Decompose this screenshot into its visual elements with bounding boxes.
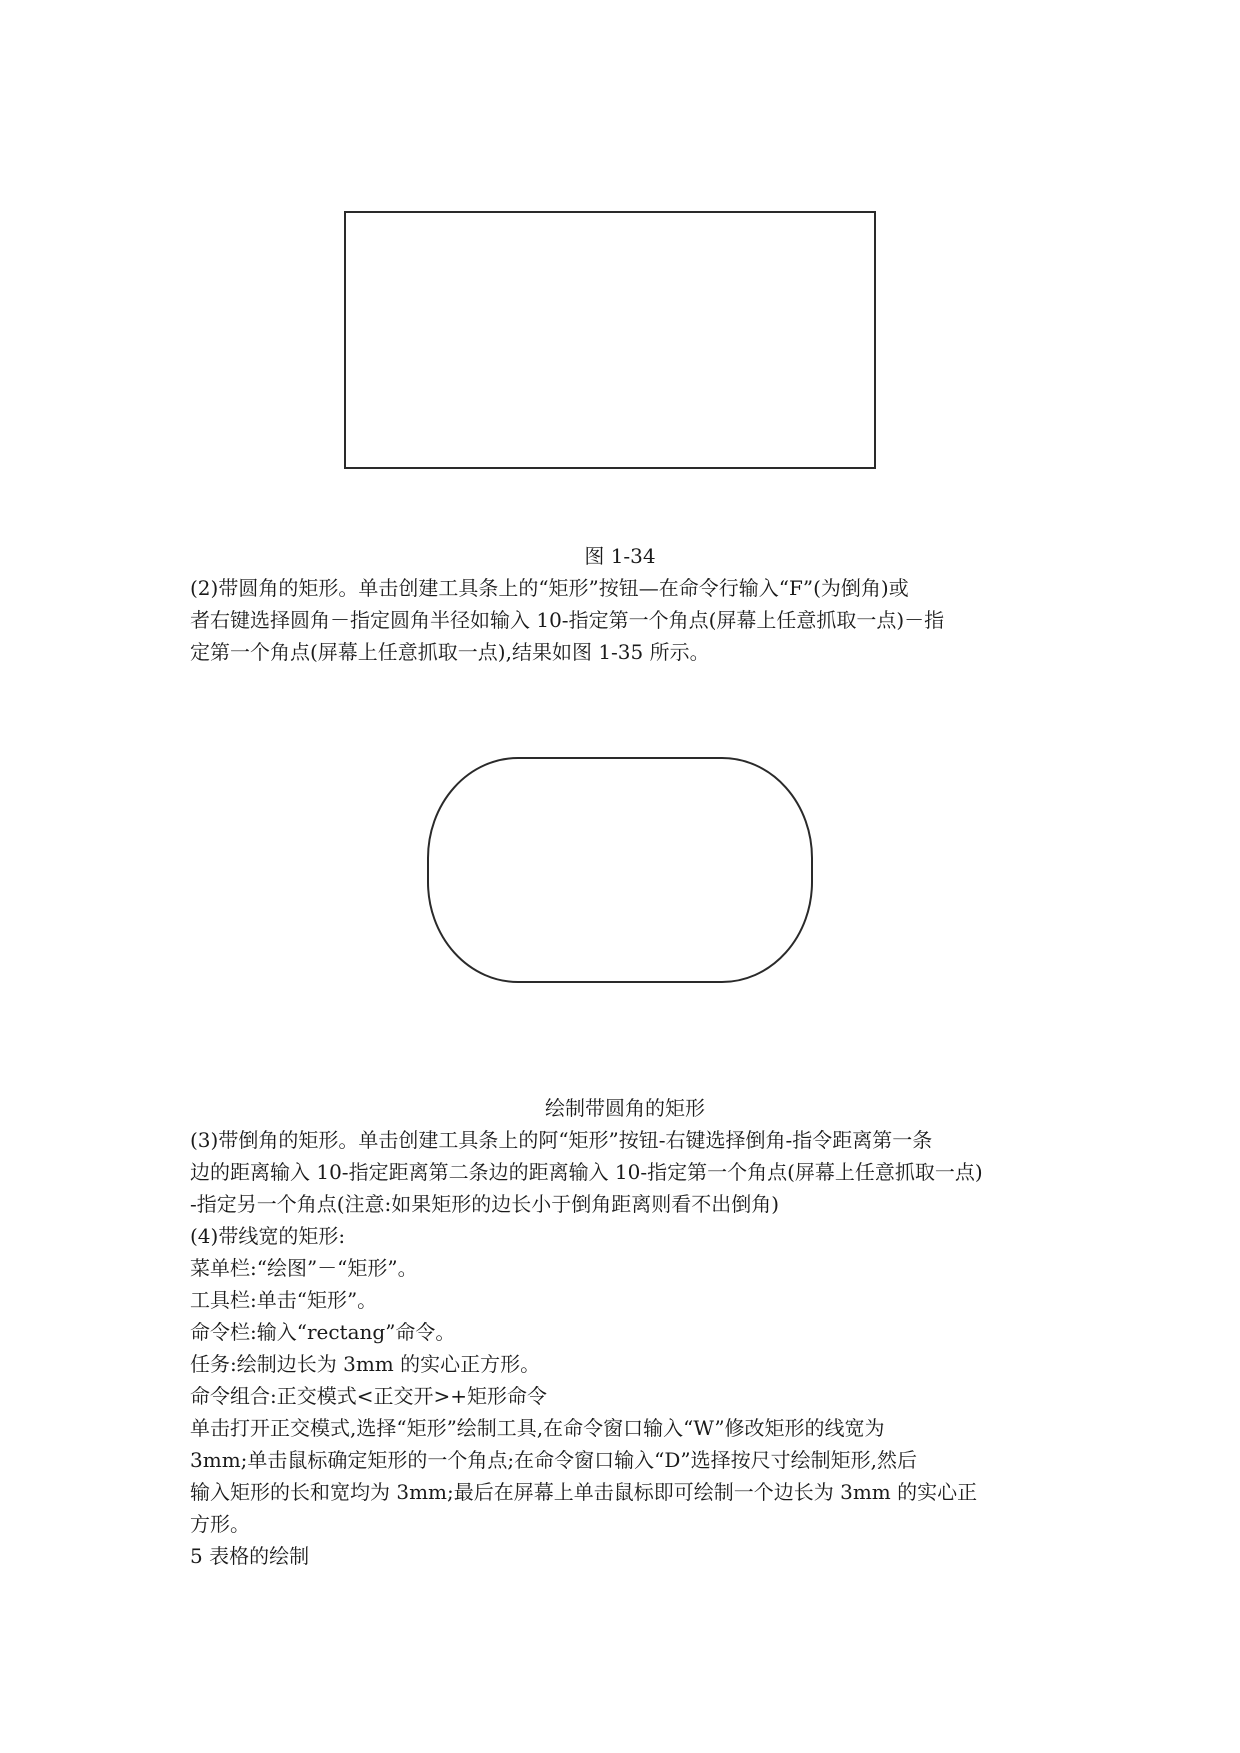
figure-caption-rounded: 绘制带圆角的矩形 xyxy=(545,1096,705,1120)
text-line: 定第一个角点(屏幕上任意抓取一点),结果如图 1-35 所示。 xyxy=(190,640,710,664)
text-line: 单击打开正交模式,选择“矩形”绘制工具,在命令窗口输入“W”修改矩形的线宽为 xyxy=(190,1416,885,1440)
text-line: 任务:绘制边长为 3mm 的实心正方形。 xyxy=(190,1352,541,1376)
text-line: 边的距离输入 10-指定距离第二条边的距离输入 10-指定第一个角点(屏幕上任意抓取一点) xyxy=(190,1160,983,1184)
paragraph-chamfer-rectangle xyxy=(190,1124,1070,1220)
paragraph-rounded-rectangle xyxy=(190,572,1070,668)
text-line: 工具栏:单击“矩形”。 xyxy=(190,1288,378,1312)
text-line: (2)带圆角的矩形。单击创建工具条上的“矩形”按钮—在命令行输入“F”(为倒角)或 xyxy=(190,576,909,600)
figure-caption-1-34: 图 1-34 xyxy=(584,544,656,568)
text-line: 命令栏:输入“rectang”命令。 xyxy=(190,1320,456,1344)
text-line: 3mm;单击鼠标确定矩形的一个角点;在命令窗口输入“D”选择按尺寸绘制矩形,然后 xyxy=(190,1448,917,1472)
text-line: -指定另一个角点(注意:如果矩形的边长小于倒角距离则看不出倒角) xyxy=(190,1192,780,1216)
figure-rounded-rectangle xyxy=(420,750,820,990)
text-line: 者右键选择圆角－指定圆角半径如输入 10-指定第一个角点(屏幕上任意抓取一点)－指 xyxy=(190,608,945,632)
text-line: 菜单栏:“绘图”－“矩形”。 xyxy=(190,1256,418,1280)
rounded-rectangle-shape xyxy=(428,758,812,982)
text-line: 输入矩形的长和宽均为 3mm;最后在屏幕上单击鼠标即可绘制一个边长为 3mm 的实心正 xyxy=(190,1480,978,1504)
figure-rectangle xyxy=(340,205,880,475)
paragraph-linewidth-rectangle xyxy=(190,1220,1070,1572)
rectangle-shape xyxy=(345,212,875,468)
section-heading: 5 表格的绘制 xyxy=(190,1544,310,1568)
text-line: 命令组合:正交模式<正交开>+矩形命令 xyxy=(190,1384,548,1408)
text-line: (4)带线宽的矩形: xyxy=(190,1224,346,1248)
text-line: (3)带倒角的矩形。单击创建工具条上的阿“矩形”按钮-右键选择倒角-指令距离第一条 xyxy=(190,1128,933,1152)
text-line: 方形。 xyxy=(190,1512,250,1536)
